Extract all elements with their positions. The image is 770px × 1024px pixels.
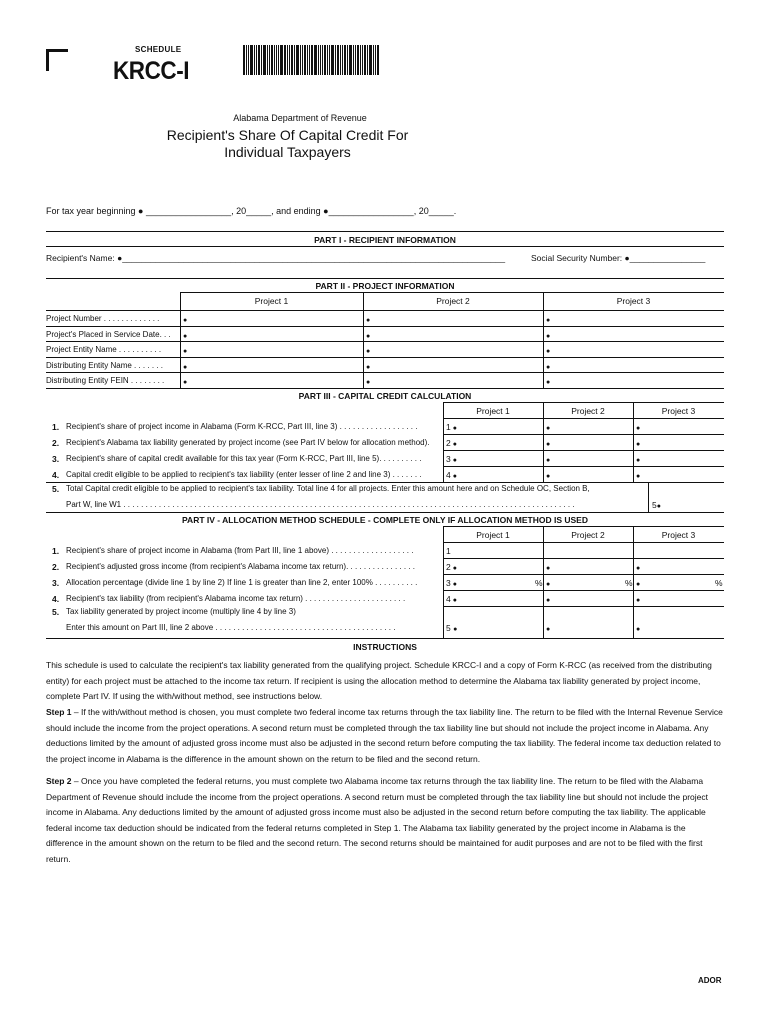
barcode-bar — [335, 45, 336, 75]
part2-col-project1: Project 1 — [254, 296, 289, 306]
schedule-label: SCHEDULE — [135, 45, 182, 54]
barcode-bar — [329, 45, 330, 75]
line-number: 5. — [52, 484, 60, 494]
tax-year-field[interactable]: For tax year beginning ● _________________, 20_____, and ending ●_________________, 20_____. — [46, 206, 457, 216]
part4-line-text: Recipient's tax liability (from recipient's Alabama income tax return) . . . . . . . . . . . . . . . . . . . . . . . — [66, 594, 406, 603]
entry-bullet[interactable] — [546, 376, 550, 386]
entry-bullet[interactable] — [546, 578, 550, 588]
barcode-bar — [267, 45, 268, 75]
box-number: 3 — [446, 454, 451, 464]
box-number: 2 — [446, 438, 451, 448]
part3-line5-box[interactable] — [652, 500, 661, 510]
barcode-bar — [271, 45, 273, 75]
line-box[interactable] — [446, 546, 451, 556]
part4-col-project1: Project 1 — [476, 530, 510, 540]
part3-col-project2: Project 2 — [571, 406, 605, 416]
line-number: 5. — [52, 607, 60, 617]
entry-bullet — [453, 470, 457, 480]
entry-bullet — [453, 623, 457, 633]
barcode-bar — [291, 45, 293, 75]
box-number: 2 — [446, 562, 451, 572]
barcode-bar — [369, 45, 372, 75]
divider — [443, 402, 724, 403]
entry-bullet[interactable] — [366, 361, 370, 371]
divider — [46, 341, 724, 342]
step2-label: Step 2 — [46, 776, 72, 786]
project-row-label: Project's Placed in Service Date. . . — [46, 329, 171, 339]
line-box[interactable] — [446, 470, 457, 480]
part4-col-project3: Project 3 — [661, 530, 696, 540]
entry-bullet[interactable] — [546, 454, 550, 464]
entry-bullet[interactable] — [546, 345, 550, 355]
divider — [46, 310, 724, 311]
barcode-bar — [340, 45, 341, 75]
entry-bullet — [453, 454, 457, 464]
line-number: 2. — [52, 562, 60, 572]
divider — [443, 434, 724, 435]
entry-bullet[interactable] — [546, 470, 550, 480]
line-box[interactable] — [446, 438, 457, 448]
divider — [443, 606, 724, 607]
project-row-label: Project Entity Name . . . . . . . . . . — [46, 345, 162, 354]
part4-line-text: Allocation percentage (divide line 1 by line 2) If line 1 is greater than line 2, enter 100% . . . . . . . . . . — [66, 578, 418, 587]
divider — [46, 388, 724, 389]
entry-bullet[interactable] — [636, 594, 640, 604]
barcode-bar — [327, 45, 328, 75]
divider — [46, 482, 724, 483]
entry-bullet[interactable] — [366, 345, 370, 355]
entry-bullet[interactable] — [183, 345, 187, 355]
instructions-intro: This schedule is used to calculate the recipient's tax liability generated from the qualifying project. Schedule KRCC-I and a copy of Form K-RCC (as received from the distributing entity) for each project must be attached to the income tax return. If recipient is using the allocation method to determine the Alabama tax liability generated by project income, complete Part IV. If using the with/without method, see instructions below. — [46, 660, 712, 701]
part4-title: PART IV - ALLOCATION METHOD SCHEDULE - COMPLETE ONLY IF ALLOCATION METHOD IS USED — [182, 515, 588, 525]
line-box[interactable] — [446, 562, 457, 572]
divider — [46, 372, 724, 373]
divider — [443, 466, 724, 467]
entry-bullet[interactable] — [546, 422, 550, 432]
box-number: 4 — [446, 470, 451, 480]
divider — [443, 450, 724, 451]
barcode-bar — [256, 45, 257, 75]
barcode-bar — [274, 45, 275, 75]
barcode-bar — [347, 45, 348, 75]
part4-line-text: Recipient's share of project income in Alabama (from Part III, line 1 above) . . . . . . . . . . . . . . . . . . . — [66, 546, 414, 555]
barcode-bar — [311, 45, 313, 75]
barcode-bar — [337, 45, 339, 75]
grid-line — [633, 402, 634, 482]
title-line-1: Recipient's Share Of Capital Credit For — [166, 127, 409, 143]
divider — [46, 357, 724, 358]
box-number: 1 — [446, 422, 451, 432]
divider — [443, 590, 724, 591]
entry-bullet[interactable] — [636, 578, 640, 588]
entry-bullet — [453, 578, 457, 588]
divider — [443, 542, 724, 543]
part2-col-project3: Project 3 — [616, 296, 651, 306]
barcode-bar — [314, 45, 317, 75]
part3-col-project1: Project 1 — [476, 406, 510, 416]
divider — [46, 326, 724, 327]
line-box[interactable] — [446, 578, 457, 588]
part3-title: PART III - CAPITAL CREDIT CALCULATION — [298, 391, 472, 401]
entry-bullet[interactable] — [546, 562, 550, 572]
percent-sign: % — [625, 578, 633, 588]
barcode-bar — [243, 45, 245, 75]
entry-bullet — [453, 438, 457, 448]
entry-bullet[interactable] — [546, 438, 550, 448]
corner-mark — [46, 49, 68, 71]
entry-bullet — [657, 500, 661, 510]
part2-title: PART II - PROJECT INFORMATION — [315, 281, 455, 291]
recipient-name-field[interactable]: Recipient's Name: ●_________________________________________________________________________________ — [46, 253, 506, 263]
barcode-bar — [248, 45, 249, 75]
entry-bullet[interactable] — [183, 314, 187, 324]
part4-line5-text: Tax liability generated by project income (multiply line 4 by line 3) — [66, 607, 296, 616]
box-number: 3 — [446, 578, 451, 588]
department-name: Alabama Department of Revenue — [233, 113, 367, 123]
barcode-bar — [309, 45, 310, 75]
barcode-bar — [324, 45, 326, 75]
divider — [46, 246, 724, 247]
barcode-bar — [318, 45, 319, 75]
line-box[interactable] — [446, 422, 457, 432]
barcode-bar — [278, 45, 279, 75]
barcode-bar — [269, 45, 270, 75]
footer-agency: ADOR — [698, 976, 722, 985]
barcode-bar — [364, 45, 366, 75]
instructions-title: INSTRUCTIONS — [353, 642, 417, 652]
barcode-bar — [258, 45, 260, 75]
entry-bullet[interactable] — [366, 376, 370, 386]
entry-bullet[interactable] — [546, 361, 550, 371]
part4-col-project2: Project 2 — [571, 530, 605, 540]
part4-line5-box[interactable] — [446, 623, 457, 633]
barcode-bar — [289, 45, 290, 75]
entry-bullet[interactable] — [636, 422, 640, 432]
divider — [443, 574, 724, 575]
barcode-bar — [304, 45, 306, 75]
ssn-field[interactable]: Social Security Number: ●________________ — [531, 253, 706, 263]
part3-line-text: Recipient's share of capital credit available for this tax year (Form K-RCC, Part III, line 5). . . . . . . . . . — [66, 454, 422, 463]
barcode-bar — [320, 45, 321, 75]
instructions-step2 — [46, 774, 724, 867]
line-number: 4. — [52, 594, 60, 604]
part1-title: PART I - RECIPIENT INFORMATION — [314, 235, 456, 245]
project-row-label: Distributing Entity FEIN . . . . . . . . — [46, 376, 165, 385]
entry-bullet[interactable] — [636, 438, 640, 448]
entry-bullet[interactable] — [183, 361, 187, 371]
project-row-label: Distributing Entity Name . . . . . . . — [46, 360, 163, 370]
form-title — [0, 127, 575, 161]
barcode-bar — [300, 45, 301, 75]
part3-line-text: Recipient's Alabama tax liability generated by project income (see Part IV below for allocation method). — [66, 438, 430, 447]
grid-line — [180, 292, 181, 388]
barcode-bar — [294, 45, 295, 75]
entry-bullet[interactable] — [366, 330, 370, 340]
grid-line — [648, 482, 649, 512]
box-number: 5 — [652, 500, 657, 510]
grid-line — [443, 402, 444, 482]
percent-sign: % — [715, 578, 723, 588]
box-number: 4 — [446, 594, 451, 604]
line-number: 1. — [52, 546, 60, 556]
box-number: 1 — [446, 546, 451, 556]
barcode-bar — [367, 45, 368, 75]
barcode-bar — [280, 45, 283, 75]
barcode-bar — [250, 45, 253, 75]
divider — [180, 292, 724, 293]
barcode-bar — [342, 45, 343, 75]
part4-line-text: Recipient's adjusted gross income (from recipient's Alabama income tax return). . . . . . . . . . . . . . . . — [66, 562, 415, 571]
part2-col-project2: Project 2 — [436, 296, 470, 306]
grid-line — [543, 402, 544, 482]
divider — [443, 558, 724, 559]
divider — [443, 526, 724, 527]
entry-bullet[interactable] — [636, 454, 640, 464]
part3-col-project3: Project 3 — [661, 406, 696, 416]
line-number: 2. — [52, 438, 60, 448]
entry-bullet[interactable] — [636, 623, 640, 633]
barcode-bar — [276, 45, 277, 75]
entry-bullet[interactable] — [546, 623, 550, 633]
entry-bullet — [453, 422, 457, 432]
entry-bullet[interactable] — [546, 594, 550, 604]
barcode-bar — [362, 45, 363, 75]
barcode-bar — [296, 45, 299, 75]
barcode-bar — [357, 45, 359, 75]
line-number: 4. — [52, 470, 60, 480]
barcode-bar — [331, 45, 334, 75]
part4-line5-text-b: Enter this amount on Part III, line 2 above . . . . . . . . . . . . . . . . . . . . . . . . . . . . . . . . . . . . . . . . . — [66, 623, 396, 632]
project-row-label: Project Number . . . . . . . . . . . . . — [46, 314, 160, 323]
grid-line — [363, 292, 364, 388]
barcode-bar — [360, 45, 361, 75]
line-number: 3. — [52, 578, 60, 588]
barcode-bar — [307, 45, 308, 75]
barcode-bar — [344, 45, 346, 75]
entry-bullet[interactable] — [366, 314, 370, 324]
line-box[interactable] — [446, 594, 457, 604]
entry-bullet — [453, 594, 457, 604]
barcode-graphic — [243, 45, 381, 75]
barcode-bar — [373, 45, 374, 75]
instructions-step1 — [46, 705, 724, 767]
entry-bullet — [453, 562, 457, 572]
divider — [46, 231, 724, 232]
entry-bullet[interactable] — [183, 330, 187, 340]
entry-bullet[interactable] — [546, 314, 550, 324]
barcode-bar — [355, 45, 356, 75]
form-id: KRCC-I — [113, 57, 190, 85]
barcode-bar — [353, 45, 354, 75]
barcode-bar — [377, 45, 379, 75]
entry-bullet[interactable] — [183, 376, 187, 386]
step1-text: – If the with/without method is chosen, you must complete two federal income tax returns through the tax liability line. The return to be filed with the Internal Revenue Service should include the income from the project operations. A second return must be completed through the tax liability line but should not include the project income in Alabama. Any deductions limited by the amount of adjusted gross income must also be adjusted in the second return before computing the tax liability. The federal income tax deduction related to the project income in Alabama is the difference in the amount shown on the return to be filed and the second return. — [46, 707, 723, 764]
divider — [46, 638, 724, 639]
barcode-bar — [375, 45, 376, 75]
barcode-bar — [263, 45, 266, 75]
line-number: 3. — [52, 454, 60, 464]
step2-text: – Once you have completed the federal returns, you must complete two Alabama income tax returns through the tax liability line. The return to be filed with the Alabama Department of Revenue should include the income from the project operations. A second return must be completed through the tax liability line but should not include the project income in Alabama. Any deductions limited by the amount of adjusted gross income must also be adjusted in the second return before computing the tax liability. The applicable federal income tax deduction should be indicated from the federal returns completed in Step 1. The Alabama tax liability generated by the project income in Alabama is the difference in the amount shown on the return to be filed and the second return. The second returns should be maintained for audit purposes and are not to be filed with the first return. — [46, 776, 708, 864]
part3-line-text: Capital credit eligible to be applied to recipient's tax liability (enter lesser of line 2 and line 3) . . . . . . . — [66, 470, 422, 479]
barcode-bar — [322, 45, 323, 75]
barcode-bar — [287, 45, 288, 75]
divider — [443, 418, 724, 419]
entry-bullet[interactable] — [636, 562, 640, 572]
percent-sign: % — [535, 578, 543, 588]
barcode-bar — [349, 45, 352, 75]
barcode-bar — [246, 45, 247, 75]
divider — [46, 278, 724, 279]
step1-label: Step 1 — [46, 707, 72, 717]
line-number: 1. — [52, 422, 60, 432]
entry-bullet[interactable] — [546, 330, 550, 340]
part3-line5-text-b: Part W, line W1 . . . . . . . . . . . . . . . . . . . . . . . . . . . . . . . . . . . . . . . . . . . . . . . . . . . . . . . . . . . . . . . . . . . . . . . . . . . . . . . . . . . . . . . . . . . . . . . . . . . . . . — [66, 500, 575, 509]
barcode-bar — [284, 45, 286, 75]
barcode-bar — [302, 45, 303, 75]
divider — [46, 512, 724, 513]
barcode-bar — [254, 45, 255, 75]
part3-line-text: Recipient's share of project income in Alabama (Form K-RCC, Part III, line 3) . . . . . . . . . . . . . . . . . . — [66, 422, 418, 431]
entry-bullet[interactable] — [636, 470, 640, 480]
barcode-bar — [261, 45, 262, 75]
part3-line5-text: Total Capital credit eligible to be applied to recipient's tax liability. Total line 4 for all projects. Enter this amount here and on Schedule OC, Section B, — [66, 484, 590, 493]
box-number: 5 — [446, 623, 451, 633]
line-box[interactable] — [446, 454, 457, 464]
grid-line — [543, 292, 544, 388]
title-line-2: Individual Taxpayers — [224, 144, 351, 160]
